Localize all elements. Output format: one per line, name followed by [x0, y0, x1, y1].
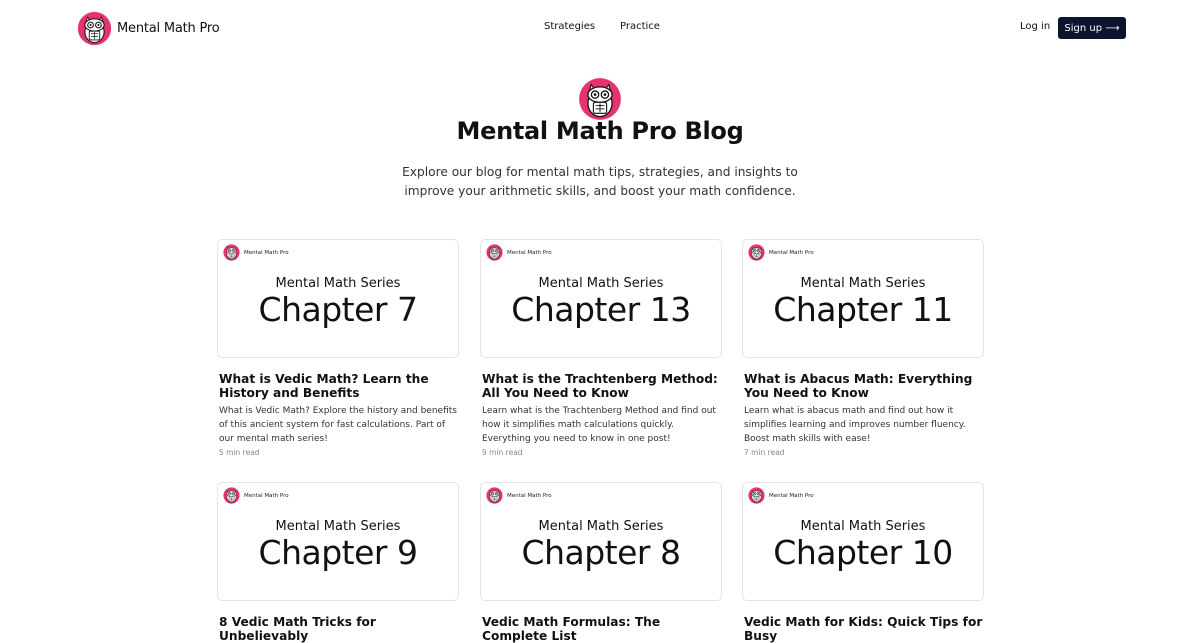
thumb-brand-label: Mental Math Pro: [507, 249, 552, 256]
page-title: Mental Math Pro Blog: [456, 117, 744, 145]
owl-logo-icon: [486, 244, 503, 261]
blog-card[interactable]: [480, 239, 722, 457]
signup-button[interactable]: Sign up ⟶: [1058, 17, 1126, 39]
owl-mascot-icon: [578, 77, 622, 121]
blog-card[interactable]: [742, 482, 984, 643]
thumb-series: Mental Math Series: [800, 519, 926, 534]
card-description: Learn what is the Trachtenberg Method and find out how it simplifies math calculations quickly. Everything you need to know in one post!: [482, 406, 716, 444]
thumb-chapter: Chapter 13: [511, 290, 691, 329]
owl-logo-icon: [223, 244, 240, 261]
thumb-brand: [223, 487, 289, 504]
blog-card[interactable]: [480, 482, 722, 643]
owl-logo-icon: [748, 487, 765, 504]
card-title[interactable]: What is Vedic Math? Learn the History and Benefits: [219, 372, 429, 400]
blog-card[interactable]: [217, 482, 459, 643]
owl-logo-icon: [748, 244, 765, 261]
card-description: What is Vedic Math? Explore the history and benefits of this ancient system for fast calculations. Part of our mental math series!: [219, 406, 457, 444]
card-thumbnail[interactable]: [217, 482, 459, 601]
card-description: Learn what is abacus math and find out how it simplifies learning and improves number fluency. Boost math skills with ease!: [744, 406, 966, 444]
thumb-brand: [486, 244, 552, 261]
thumb-chapter: Chapter 9: [258, 533, 418, 572]
thumb-brand: [748, 487, 814, 504]
thumb-series: Mental Math Series: [538, 276, 664, 291]
card-thumbnail[interactable]: [742, 239, 984, 358]
brand-name: Mental Math Pro: [117, 21, 220, 36]
thumb-brand: [748, 244, 814, 261]
card-thumbnail[interactable]: [480, 482, 722, 601]
blog-card[interactable]: [217, 239, 459, 457]
nav-practice[interactable]: Practice: [620, 21, 660, 32]
thumb-brand: [486, 487, 552, 504]
thumb-chapter: Chapter 7: [258, 290, 418, 329]
thumb-series: Mental Math Series: [275, 276, 401, 291]
nav-strategies[interactable]: Strategies: [544, 21, 596, 32]
thumb-brand-label: Mental Math Pro: [244, 249, 289, 256]
blog-card[interactable]: [742, 239, 984, 457]
card-thumbnail[interactable]: [742, 482, 984, 601]
card-title[interactable]: Vedic Math Formulas: The Complete List: [482, 615, 661, 643]
card-read-time: 5 min read: [219, 448, 260, 457]
card-title[interactable]: 8 Vedic Math Tricks for Unbelievably: [219, 615, 376, 643]
owl-logo-icon: [77, 11, 112, 46]
owl-logo-icon: [486, 487, 503, 504]
owl-logo-icon: [223, 487, 240, 504]
thumb-brand-label: Mental Math Pro: [507, 492, 552, 499]
thumb-brand-label: Mental Math Pro: [769, 492, 814, 499]
card-title[interactable]: Vedic Math for Kids: Quick Tips for Busy: [744, 615, 983, 643]
page-description: Explore our blog for mental math tips, strategies, and insights to improve your arithmetic skills, and boost your math confidence.: [402, 165, 798, 198]
thumb-series: Mental Math Series: [538, 519, 664, 534]
thumb-chapter: Chapter 10: [773, 533, 953, 572]
thumb-series: Mental Math Series: [275, 519, 401, 534]
thumb-brand-label: Mental Math Pro: [769, 249, 814, 256]
brand-home-link[interactable]: [77, 11, 220, 46]
card-thumbnail[interactable]: [480, 239, 722, 358]
card-thumbnail[interactable]: [217, 239, 459, 358]
thumb-brand-label: Mental Math Pro: [244, 492, 289, 499]
card-title[interactable]: What is Abacus Math: Everything You Need to Know: [744, 372, 973, 400]
thumb-series: Mental Math Series: [800, 276, 926, 291]
thumb-chapter: Chapter 11: [773, 290, 953, 329]
card-read-time: 9 min read: [482, 448, 523, 457]
thumb-brand: [223, 244, 289, 261]
thumb-chapter: Chapter 8: [521, 533, 681, 572]
card-title[interactable]: What is the Trachtenberg Method: All You Need to Know: [482, 372, 718, 400]
login-link[interactable]: Log in: [1020, 21, 1051, 32]
top-nav: [0, 0, 1200, 56]
card-read-time: 7 min read: [744, 448, 785, 457]
